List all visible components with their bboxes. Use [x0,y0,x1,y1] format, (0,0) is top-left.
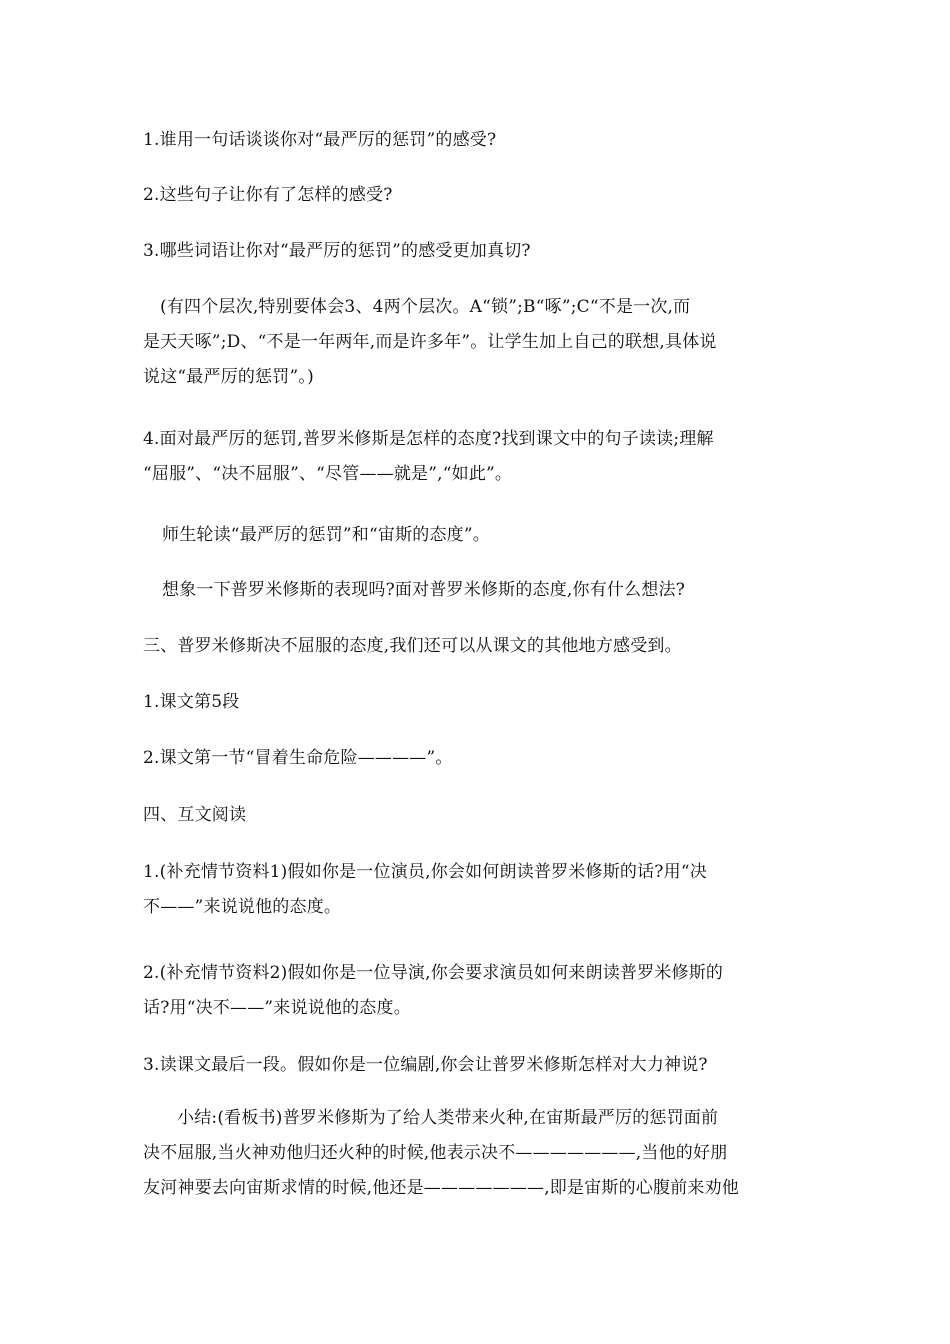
section-4-item-3: 3.读课文最后一段。假如你是一位编剧,你会让普罗米修斯怎样对大力神说? [143,1055,708,1075]
question-4-line-2: “屈服”、“决不屈服”、“尽管——就是”,“如此”。 [143,464,513,484]
section-4-item-2-line-2: 话?用“决不——”来说说他的态度。 [143,998,411,1018]
summary-line-1: 小结:(看板书)普罗米修斯为了给人类带来火种,在宙斯最严厉的惩罚面前 [177,1108,719,1128]
imagine-prompt: 想象一下普罗米修斯的表现吗?面对普罗米修斯的态度,你有什么想法? [162,580,686,600]
section-4-item-2-line-1: 2.(补充情节资料2)假如你是一位导演,你会要求演员如何来朗读普罗米修斯的 [143,963,724,983]
hint-line-1: (有四个层次,特别要体会3、4两个层次。A“锁”;B“啄”;C“不是一次,而 [160,297,691,317]
question-4-paragraph [143,422,714,492]
section-3-item-2: 2.课文第一节“冒着生命危险————”。 [143,748,453,768]
hint-paragraph [143,290,717,395]
section-3-item-1: 1.课文第5段 [143,692,240,712]
question-2: 2.这些句子让你有了怎样的感受? [143,185,393,205]
section-4-item-1-line-1: 1.(补充情节资料1)假如你是一位演员,你会如何朗读普罗米修斯的话?用“决 [143,862,707,882]
summary-line-3: 友河神要去向宙斯求情的时候,他还是———————,即是宙斯的心腹前来劝他 [143,1178,740,1198]
question-3: 3.哪些词语让你对“最严厉的惩罚”的感受更加真切? [143,241,531,261]
question-4-line-1: 4.面对最严厉的惩罚,普罗米修斯是怎样的态度?找到课文中的句子读读;理解 [143,429,714,449]
read-aloud-instruction: 师生轮读“最严厉的惩罚”和“宙斯的态度”。 [162,525,490,545]
hint-line-3: 说这“最严厉的惩罚”。) [143,367,314,387]
section-4-item-1-line-2: 不——”来说说他的态度。 [143,897,342,917]
section-4-item-1 [143,855,707,925]
hint-line-2: 是天天啄”;D、“不是一年两年,而是许多年”。让学生加上自己的联想,具体说 [143,332,717,352]
section-3-heading: 三、普罗米修斯决不屈服的态度,我们还可以从课文的其他地方感受到。 [143,636,682,656]
section-4-heading: 四、互文阅读 [143,805,247,825]
question-1: 1.谁用一句话谈谈你对“最严厉的惩罚”的感受? [143,130,497,150]
summary-line-2: 决不屈服,当火神劝他归还火种的时候,他表示决不———————,当他的好朋 [143,1143,728,1163]
summary-paragraph [143,1101,739,1206]
section-4-item-2 [143,956,723,1026]
